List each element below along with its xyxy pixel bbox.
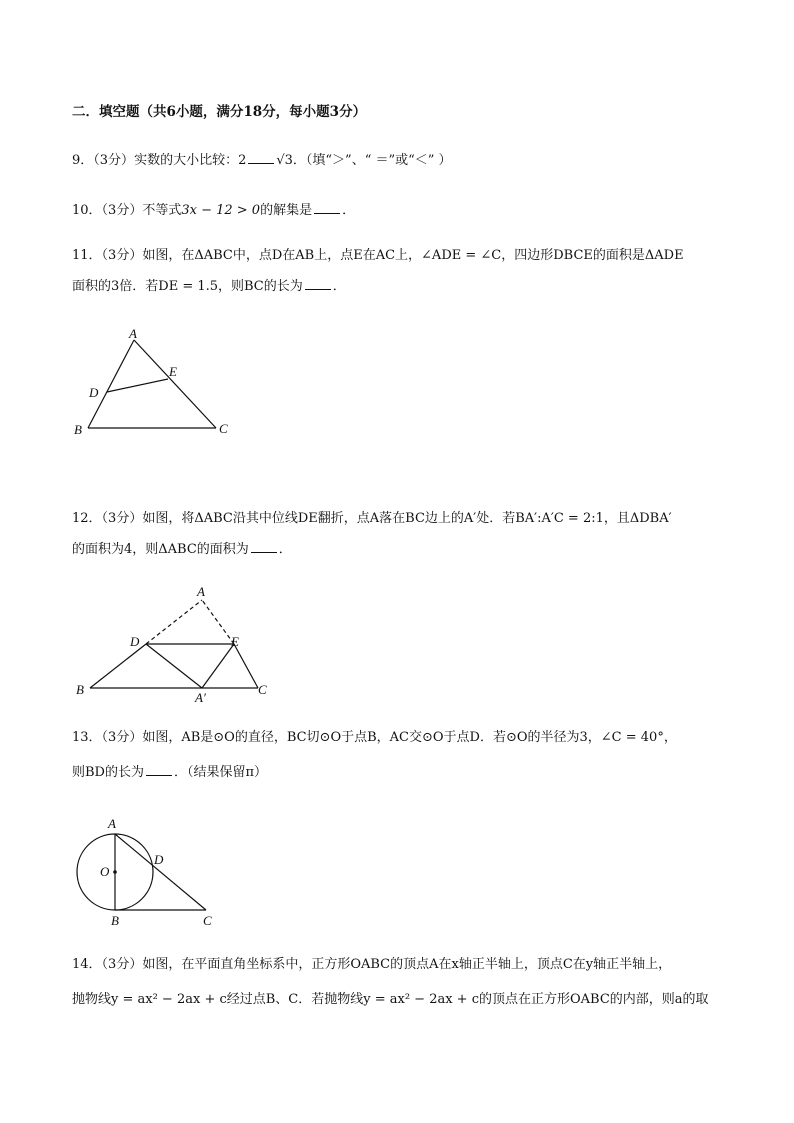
question-11-line-2 <box>72 277 346 297</box>
fig12-label-b: B <box>76 682 84 697</box>
question-11-line-1 <box>72 246 684 266</box>
q14-score: （3分） <box>101 957 143 972</box>
question-13-line-1 <box>72 728 677 748</box>
q12-answer-blank[interactable] <box>251 540 277 553</box>
q9-text-a: 实数的大小比较：2 <box>134 153 247 168</box>
fig11-label-d: D <box>89 385 99 400</box>
q10-answer-blank[interactable] <box>314 201 340 214</box>
q10-score: （3分） <box>101 203 143 218</box>
fig11-side-ab <box>88 340 134 428</box>
q13-score: （3分） <box>101 730 143 745</box>
fig12-dashed-da <box>146 600 202 644</box>
fig12-label-d: D <box>130 634 140 649</box>
q12-end: ． <box>278 542 292 557</box>
question-12-line-1 <box>72 509 672 529</box>
fig11-label-a: A <box>129 326 137 341</box>
fig13-label-c: C <box>203 913 212 928</box>
fig13-label-d: D <box>154 852 164 867</box>
fig12-segment-ea1 <box>202 644 234 688</box>
fig13-center-dot <box>113 870 117 874</box>
fig13-label-b: B <box>111 913 119 928</box>
q10-expression: 3x − 12 > 0 <box>181 203 261 218</box>
q12-text-2: 的面积为4，则ΔABC的面积为 <box>72 542 249 557</box>
q10-text-a: 不等式 <box>142 203 182 218</box>
q10-number: 10． <box>72 203 102 218</box>
fig12-label-a-prime: A′ <box>195 690 206 704</box>
fig13-secant-ac <box>115 834 206 910</box>
q13-text: 如图，AB是⊙O的直径，BC切⊙O于点B，AC交⊙O于点D．若⊙O的半径为3，∠C = 40°， <box>142 730 677 745</box>
question-14-line-1 <box>72 955 671 975</box>
fig13-label-a: A <box>108 816 116 831</box>
question-14-line-2 <box>72 990 709 1010</box>
q11-text: 如图，在ΔABC中，点D在AB上，点E在AC上，∠ADE = ∠C，四边形DBCE的面积是ΔADE <box>142 248 684 263</box>
q9-text-c: ．（填“＞”、“ ＝”或“＜” ） <box>292 153 452 168</box>
section-title: 二．填空题（共6小题，满分18分，每小题3分） <box>72 104 367 120</box>
q12-score: （3分） <box>101 511 143 526</box>
figure-12-fold <box>72 582 282 704</box>
fig11-label-e: E <box>169 364 177 379</box>
q9-score: （3分） <box>93 153 135 168</box>
fig11-segment-de <box>107 379 168 392</box>
figure-11-triangle <box>72 322 242 442</box>
q13-answer-blank[interactable] <box>146 763 172 776</box>
q13-text-3: ．（结果保留π） <box>173 765 268 780</box>
question-10 <box>72 201 355 221</box>
figure-13-circle <box>68 812 228 928</box>
q11-end: ． <box>332 279 346 294</box>
q13-text-2: 则BD的长为 <box>72 765 144 780</box>
q9-number: 9． <box>72 153 94 168</box>
fig12-side-bd <box>90 644 146 688</box>
q11-score: （3分） <box>101 248 143 263</box>
fig11-label-b: B <box>74 422 82 437</box>
q9-sqrt: √3 <box>276 153 293 168</box>
q10-end: ． <box>342 203 356 218</box>
fig12-segment-da1 <box>146 644 202 688</box>
question-9 <box>72 151 452 171</box>
q11-number: 11． <box>72 248 102 263</box>
q14-text-2: 抛物线y = ax² − 2ax + c经过点B、C．若抛物线y = ax² − 2ax + c的顶点在正方形OABC的内部，则a的取 <box>72 992 709 1007</box>
question-12-line-2 <box>72 540 292 560</box>
q14-number: 14． <box>72 957 102 972</box>
fig12-label-a: A <box>197 584 205 599</box>
fig12-side-ec <box>234 644 258 688</box>
fig12-label-c: C <box>258 682 267 697</box>
q11-answer-blank[interactable] <box>305 277 331 290</box>
q11-text-2: 面积的3倍．若DE = 1.5，则BC的长为 <box>72 279 303 294</box>
q12-text: 如图，将ΔABC沿其中位线DE翻折，点A落在BC边上的A′处．若BA′:A′C = 2:1，且ΔDBA′ <box>142 511 672 526</box>
q9-answer-blank[interactable] <box>248 151 274 164</box>
fig12-dashed-ea <box>202 600 234 644</box>
q13-number: 13． <box>72 730 102 745</box>
fig13-label-o: O <box>100 864 110 879</box>
fig12-label-e: E <box>231 634 239 649</box>
q14-text: 如图，在平面直角坐标系中，正方形OABC的顶点A在x轴正半轴上，顶点C在y轴正半轴上， <box>142 957 672 972</box>
fig11-label-c: C <box>219 421 228 436</box>
question-13-line-2 <box>72 763 267 783</box>
q10-text-b: 的解集是 <box>260 203 313 218</box>
q12-number: 12． <box>72 511 102 526</box>
